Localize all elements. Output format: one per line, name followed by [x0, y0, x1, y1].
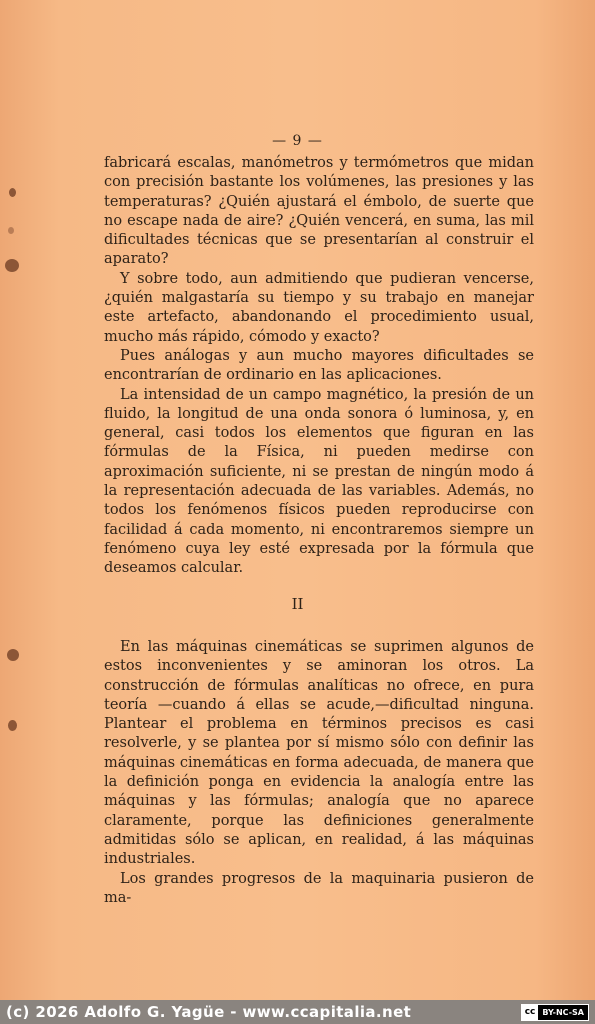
license-label: BY-NC-SA	[542, 1007, 584, 1017]
paragraph: En las máquinas cinemáticas se suprimen algunos de estos inconvenientes y se aminoran los otros. La construcción de fórmulas analíticas no ofrece, en pura teoría —cuando á ellas se acude,—dificultad ninguna. Plantear el problema en términos precisos es casi resolverle, y se plantea por sí mismo sólo con definir las máquinas cinemáticas en forma adecuada, de manera que la definición ponga en evidencia la analogía entre las máquinas y las fórmulas; analogía que no aparece claramente, porque las definiciones generalmente admitidas sólo se aplican, en realidad, á las máquinas industriales.	[104, 639, 534, 868]
paragraph: fabricará escalas, manómetros y termómetros que midan con precisión bastante los volúmenes, las presiones y las temperaturas? ¿Quién ajustará el émbolo, de suerte que no escape nada de aire? ¿Quién vencerá, en suma, las mil dificultades técnicas que se presentarían al construir el aparato?	[104, 155, 534, 268]
stain-mark	[9, 188, 16, 197]
stain-mark	[5, 259, 19, 272]
text-block-1	[104, 154, 534, 579]
paragraph: La intensidad de un campo magnético, la presión de un fluido, la longitud de una onda sonora ó luminosa, y, en general, casi todos los elementos que figuran en las fórmulas de la Física, ni pueden medirse con aproximación suficiente, ni se prestan de ningún modo á la representación adecuada de las variables. Además, no todos los fenómenos físicos pueden reproducirse con facilidad á cada momento, ni encontraremos siempre un fenómeno cuya ley esté expresada por la fórmula que deseamos calcular.	[104, 386, 534, 577]
footer-bar	[0, 1000, 595, 1024]
paragraph: Pues análogas y aun mucho mayores dificultades se encontrarían de ordinario en las aplicaciones.	[104, 347, 534, 384]
copyright-text: (c) 2026 Adolfo G. Yagüe - www.ccapitalia.net	[6, 1003, 412, 1021]
section-heading: II	[291, 595, 304, 613]
text-block-2	[104, 638, 534, 908]
license-badge[interactable]	[521, 1004, 589, 1021]
stain-mark	[8, 720, 17, 731]
page-number: — 9 —	[272, 133, 323, 149]
stain-mark	[7, 649, 19, 661]
paragraph: Y sobre todo, aun admitiendo que pudieran vencerse, ¿quién malgastaría su tiempo y su trabajo en manejar este artefacto, abandonando el procedimiento usual, mucho más rápido, cómodo y exacto?	[104, 270, 534, 345]
stain-mark	[8, 227, 14, 234]
paragraph: Los grandes progresos de la maquinaria pusieron de ma-	[104, 870, 534, 906]
creative-commons-icon: cc	[522, 1005, 539, 1020]
